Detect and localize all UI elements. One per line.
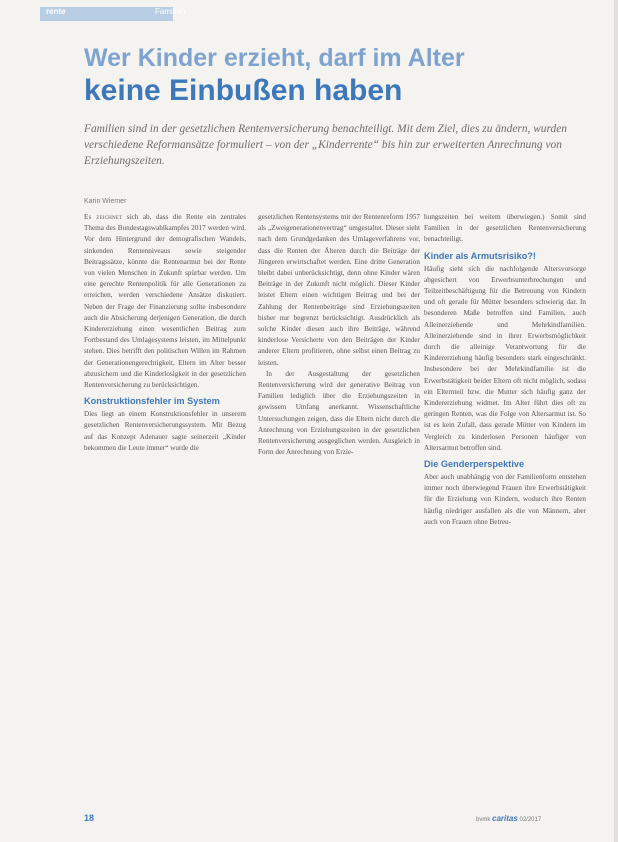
- subheading-construction-flaw: Konstruktionsfehler im System: [84, 396, 220, 407]
- page-number: 18: [84, 813, 95, 823]
- text-column-1: [84, 212, 246, 454]
- text-column-2: [258, 212, 420, 458]
- magazine-prefix: bvmk: [476, 817, 491, 823]
- paragraph: Häufig sieht sich die nachfolgende Altersvorsorge abgesichert von Erwerbsunterbrechungen und Teilzeitbeschäftigung für die Betreuung von Kindern und oft gerade für Mütter besonders schwierig dar. In besonderen Maße betroffen sind Familien, auch Alleinerziehende und Mehrkindfamilien. Alleinerziehende sind in ihrer Erwerbsmöglichkeit durch die alleinige Verantwortung für die Kindererziehung häufig besonders stark eingeschränkt. Insbesondere bei der Mehrkindfamilie ist die Erwerbstätigkeit beider Eltern oft nicht möglich, sodass ein Elternteil bzw. die Mutter sich häufig ganz der Kindererziehung widmet. Im Alter führt dies oft zu geringen Renten, was die Folge von Altersarmut ist. So ist es kein Zufall, dass gerade Mütter von Kindern im Vergleich zu kinderlosen Personen häufiger von Altersarmut betroffen sind.: [424, 264, 586, 452]
- paragraph: Dies liegt an einem Konstruktionsfehler in unserem gesetzlichen Rentenversicherungssystem. Mit Bezug auf das Konzept Adenauer sagte seinerzeit „Kinder bekommen die Leute immer“ wurde die: [84, 410, 246, 452]
- magazine-footer: [476, 814, 541, 823]
- paragraph: Aber auch unabhängig von der Familienform entstehen immer noch überwiegend Frauen ihre Erwerbstätigkeit für die Erziehung von Kindern, wodurch ihre Renten häufig niedriger ausfallen als die von Männern, aber auch von Frauen ohne Betreu-: [424, 473, 586, 526]
- text-column-3: [424, 212, 586, 528]
- author-name: Karin Wiemer: [84, 198, 127, 205]
- paragraph: In der Ausgestaltung der gesetzlichen Rentenversicherung wird der generative Beitrag von Familien lediglich über die Erziehungszeiten in gewissem Umfang anerkannt. Wissenschaftliche Untersuchungen zeigen, dass die Eltern nicht durch die Anrechnung von Erziehungszeiten in der gesetzlichen Rentenversicherung ausgeglichen werden. Ausgleich in Form der Anrechnung von Erzie-: [258, 369, 420, 457]
- lead-in-words: Es zeichnet: [84, 213, 123, 221]
- subheading-children-poverty-risk: Kinder als Armutsrisiko?!: [424, 250, 536, 261]
- subsection-label: Familien: [155, 7, 186, 16]
- article-lead: Familien sind in der gesetzlichen Rentenversicherung benachteiligt. Mit dem Ziel, dies zu ändern, wurden verschiedene Reformansätze formuliert – von der „Kinderrente“ bis hin zur erweiterten Anrechnung von Erziehungszeiten.: [84, 123, 567, 167]
- section-label: rente: [46, 7, 66, 16]
- paragraph-text: sich ab, dass die Rente ein zentrales Thema des Bundestagswahlkampfes 2017 werden wird. Vor dem Hintergrund der demografischen Wandels, sinkenden Rentenniveaus sowie steigender Beitragssätze, könnte die Rentenarmut bei der Rente von vielen Menschen in Zukunft spürbar werden. Um eine gerechte Rentenpolitik für alle Generationen zu erreichen, werden verschiedene Ansätze diskutiert. Neben der Frage der Finanzierung sollte insbesondere auch die Absicherung derjenigen Generation, die durch Kindererziehung einen wesentlichen Beitrag zum Fortbestand des Umlagesystems leisten, im Mittelpunkt stehen. Dies betrifft den politischen Willen im Rahmen der Generationengerechtigkeit, Eltern im Alter besser abzusichern und die Kinderlosigkeit in der gesetzlichen Rentenversicherung zu berücksichtigen.: [84, 213, 247, 390]
- paragraph: gesetzlichen Rentensystems mit der Rentenreform 1957 als „Zweigenerationenvertrag“ umgestaltet. Dieser sieht nach dem Grundgedanken des Umlageverfahrens vor, dass die Renten der Älteren durch die Beiträge der Jüngeren erwirtschaftet werden. Eine dritte Generation bleibt dabei unberücksichtigt, denn ohne Kinder wären Beiträge in der Zukunft nicht möglich. Dieser Kinder leistet Eltern einen wichtigen Beitrag und bei der Zahlung der Rentenbeiträge sind Erziehungszeiten bisher nur begrenzt berücksichtigt. Ausdrücklich als solche Kinder diesen auch ihre Beiträge, während kinderlose Versicherte von den Beiträgen der Kinder anderer Eltern profitieren, ohne selbst einen Beitrag zu leisten.: [258, 213, 420, 367]
- paragraph: [84, 212, 246, 391]
- page-edge-shadow: [614, 0, 618, 842]
- paragraph: hungszeiten bei weitem überwiegen.) Somit sind Familien in der gesetzlichen Rentenversicherung benachteiligt.: [424, 213, 586, 244]
- article-title-line2: keine Einbußen haben: [84, 74, 403, 107]
- section-header-bar: [40, 7, 186, 21]
- subheading-gender-perspective: Die Genderperspektive: [424, 459, 525, 470]
- magazine-brand: caritas: [492, 814, 518, 823]
- issue-number: 02/2017: [519, 817, 542, 823]
- article-title-line1: Wer Kinder erzieht, darf im Alter: [84, 44, 465, 72]
